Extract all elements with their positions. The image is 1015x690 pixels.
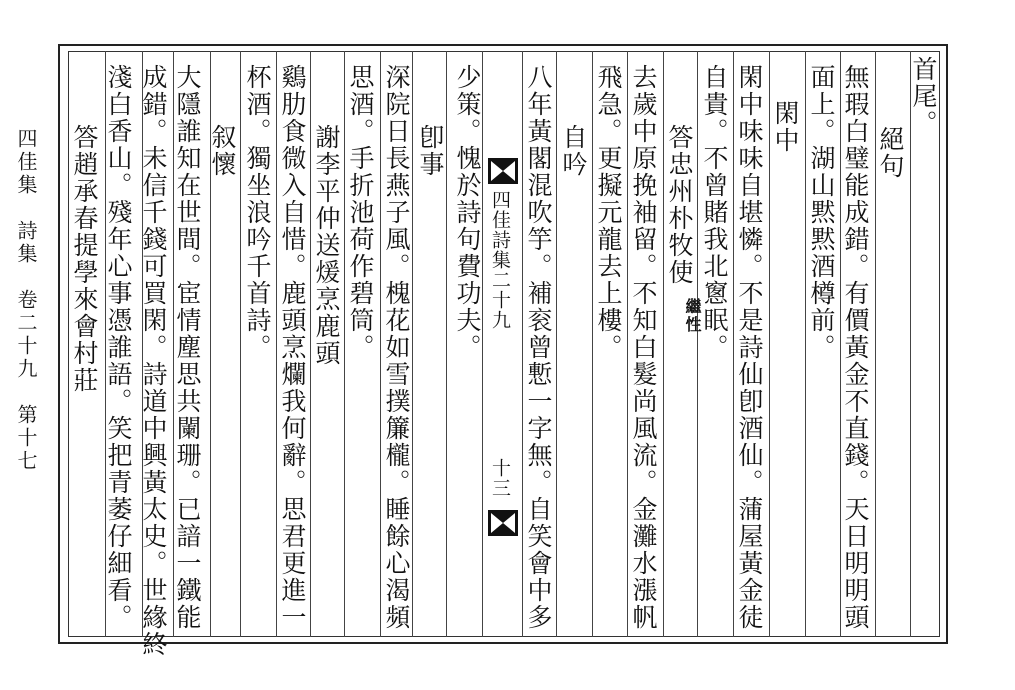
column-rule: [556, 51, 557, 637]
poem-title: 叙懷: [208, 124, 237, 178]
column-rule: [769, 51, 770, 637]
column-rule: [446, 51, 447, 637]
text-column: 無瑕白璧能成錯。有價黃金不直錢。天日明明頭: [841, 64, 870, 631]
banxin-title: 四佳詩集二十九: [489, 190, 511, 330]
poem-title: 閑中: [771, 100, 800, 154]
poem-title: 卽事: [416, 124, 445, 178]
column-rule: [310, 51, 311, 637]
text-column: 淺白香山。殘年心事憑誰語。笑把青萎仔細看。: [104, 64, 133, 631]
margin-title: 四佳集 詩集 卷二十九 第十七: [14, 128, 38, 473]
poem-title: 答忠州朴牧使: [665, 124, 694, 286]
column-rule: [733, 51, 734, 637]
text-column: 閑中味味自堪憐。不是詩仙卽酒仙。蒲屋黃金徒: [735, 64, 764, 631]
column-rule: [240, 51, 241, 637]
poem-title: 答趙承春提學來會村莊: [70, 124, 99, 394]
column-rule: [627, 51, 628, 637]
text-column: 自貴。不曾賭我北窻眠。: [700, 64, 729, 361]
text-column: 八年黃閣混吹竽。補衮曾慙一字無。自笑會中多: [524, 64, 553, 631]
text-column: 思酒。手折池荷作碧筒。: [346, 64, 375, 361]
text-column: 深院日長燕子風。槐花如雪撲簾櫳。睡餘心渴頻: [382, 64, 411, 631]
text-column: 少策。愧於詩句費功夫。: [453, 64, 482, 361]
column-rule: [412, 51, 413, 637]
column-rule: [592, 51, 593, 637]
column-rule: [663, 51, 664, 637]
poem-title: 絕句: [876, 126, 905, 180]
poem-title: 謝李平仲送煖烹鹿頭: [312, 124, 341, 367]
column-rule: [697, 51, 698, 637]
text-column: 飛急。更擬元龍去上樓。: [594, 64, 623, 361]
column-rule: [522, 51, 523, 637]
banxin-page-number: 十三: [489, 458, 511, 498]
text-column: 杯酒。獨坐浪吟千首詩。: [243, 64, 272, 361]
column-rule: [344, 51, 345, 637]
column-rule: [805, 51, 806, 637]
text-column: 大隱誰知在世間。宦情塵思共闌珊。已諳一鐵能: [173, 64, 202, 631]
poem-title: 自吟: [559, 124, 588, 178]
fishtail-mark-upper: [488, 158, 518, 184]
text-column: 鷄肋食微入自惜。鹿頭烹爛我何辭。思君更進一: [278, 64, 307, 631]
text-column: 成錯。未信千錢可買閑。詩道中興黃太史。世緣終: [139, 64, 168, 658]
column-rule: [276, 51, 277, 637]
name-note: 繼性: [683, 298, 702, 334]
text-column: 去歲中原挽袖留。不知白髮尚風流。金灘水漲帆: [629, 64, 658, 631]
column-rule: [482, 51, 483, 637]
column-rule: [910, 51, 911, 637]
column-rule: [380, 51, 381, 637]
fishtail-mark-lower: [488, 510, 518, 536]
text-column: 面上。湖山黙黙酒樽前。: [807, 64, 836, 361]
text-column: 首尾。: [909, 56, 938, 137]
